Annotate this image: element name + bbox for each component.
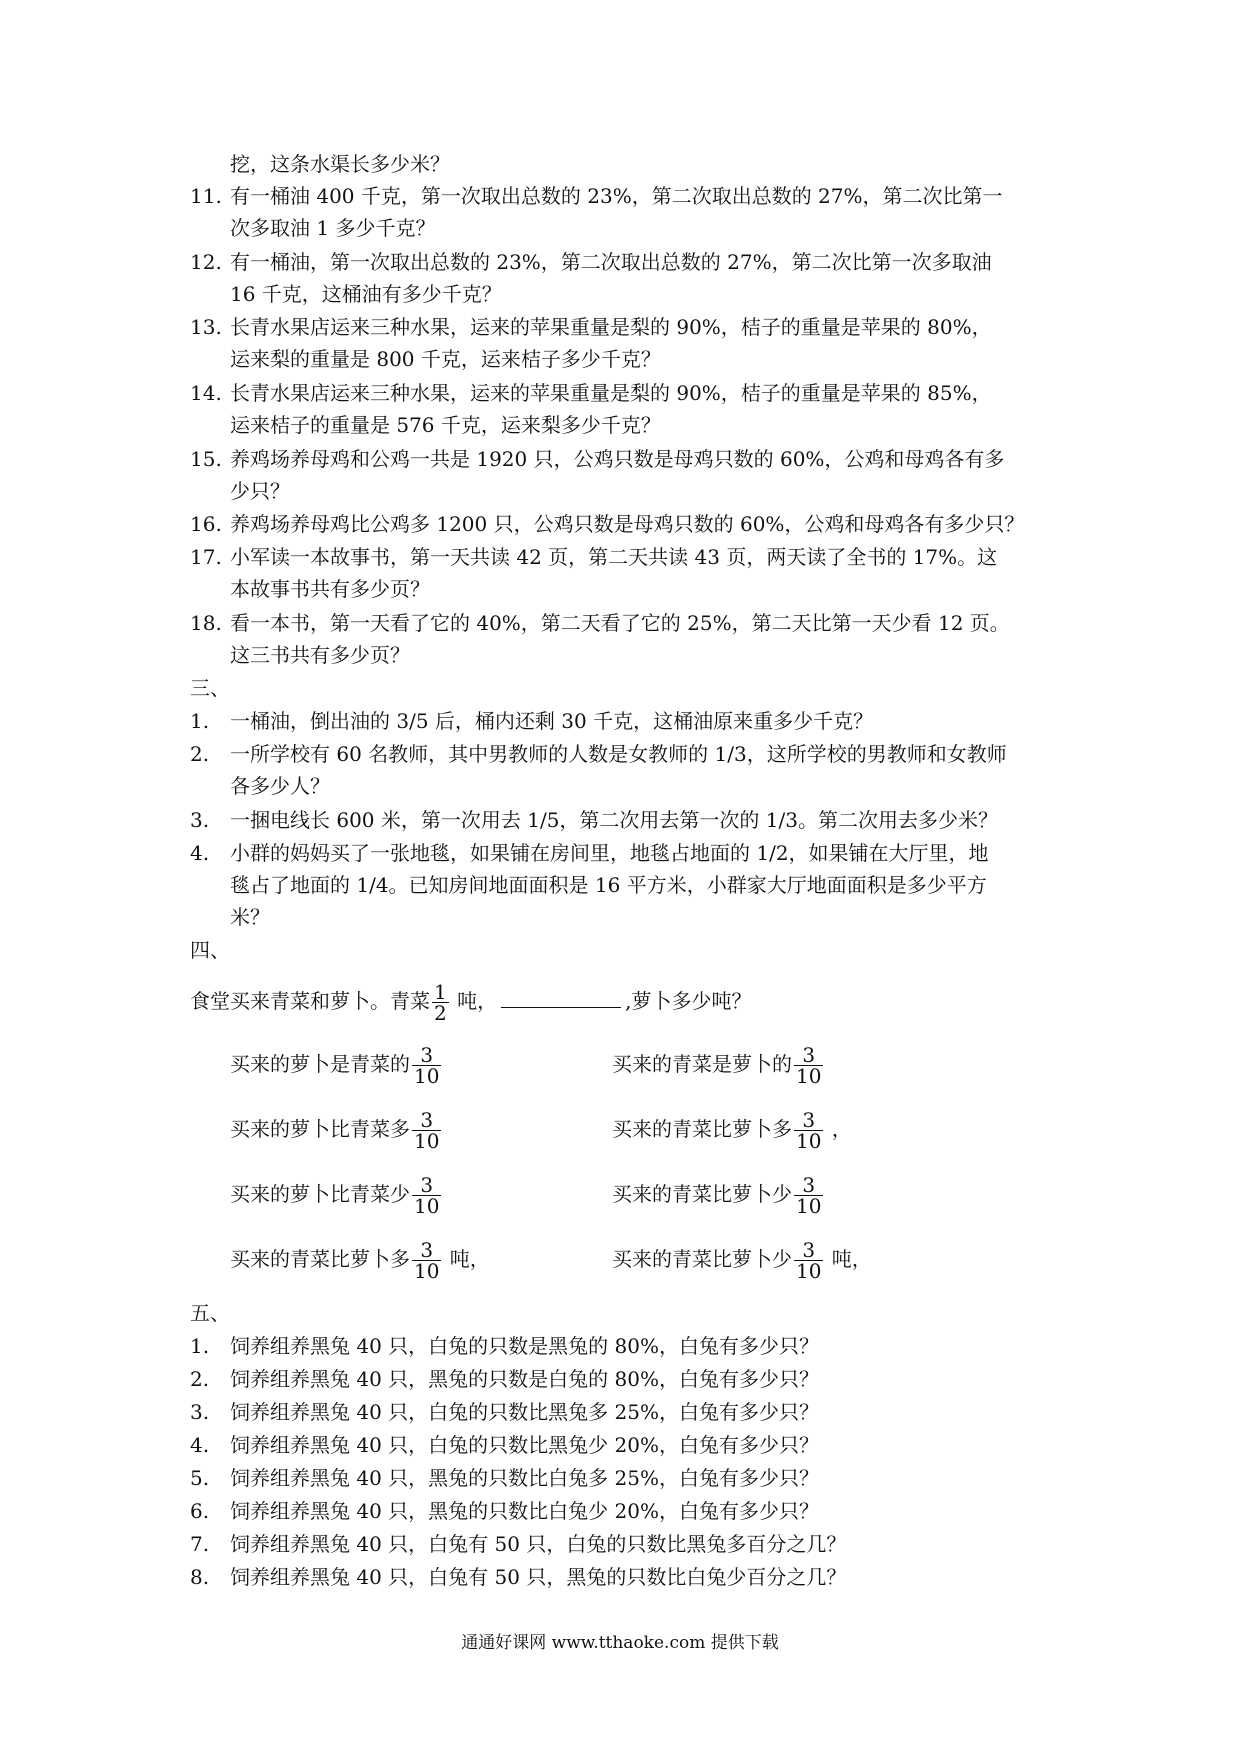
item-number: 17. xyxy=(190,545,222,569)
item-number: 5. xyxy=(190,1466,210,1490)
option-item xyxy=(612,1045,825,1086)
item-number: 18. xyxy=(190,611,222,635)
fraction xyxy=(412,1110,441,1151)
item-text: 饲养组养黑兔 40 只，黑兔的只数比白兔多 25%，白兔有多少只？ xyxy=(230,1466,819,1490)
item-text-line1: 一所学校有 60 名教师，其中男教师的人数是女教师的 1/3，这所学校的男教师和女教师 xyxy=(230,742,1007,766)
item-text-line1: 小群的妈妈买了一张地毯，如果铺在房间里，地毯占地面的 1/2，如果铺在大厅里，地 xyxy=(230,841,989,865)
fraction xyxy=(412,1240,441,1281)
item-text-line2: 运来梨的重量是 800 千克，运来桔子多少千克？ xyxy=(230,347,661,371)
item-text: 饲养组养黑兔 40 只，白兔的只数比黑兔多 25%，白兔有多少只？ xyxy=(230,1400,819,1424)
fraction xyxy=(412,1045,441,1086)
item-text-line2: 次多取油 1 多少千克？ xyxy=(230,216,436,240)
fraction-numerator: 3 xyxy=(412,1240,441,1261)
fraction-denominator: 10 xyxy=(414,1129,440,1153)
fraction xyxy=(432,982,449,1023)
option-text: 买来的萝卜是青菜的 xyxy=(230,1052,410,1076)
item-number: 15. xyxy=(190,447,222,471)
stem-text-b: 吨， xyxy=(450,989,498,1013)
item-text-line2: 16 千克，这桶油有多少千克？ xyxy=(230,282,502,306)
item-text-line1: 一捆电线长 600 米，第一次用去 1/5，第二次用去第一次的 1/3。第二次用去多少米？ xyxy=(230,808,998,832)
option-suffix: 吨， xyxy=(443,1247,490,1271)
item-number: 13. xyxy=(190,315,222,339)
fraction-numerator: 3 xyxy=(794,1045,823,1066)
section-heading-3: 三、 xyxy=(190,676,230,700)
continued-line: 挖，这条水渠长多少米？ xyxy=(230,152,450,176)
fraction-numerator: 3 xyxy=(412,1110,441,1131)
fraction-denominator: 10 xyxy=(796,1259,822,1283)
fraction-denominator: 10 xyxy=(796,1064,822,1088)
section-heading-5: 五、 xyxy=(190,1301,230,1325)
option-text: 买来的青菜比萝卜少 xyxy=(612,1247,792,1271)
item-number: 16. xyxy=(190,512,222,536)
fraction xyxy=(412,1175,441,1216)
item-number: 6. xyxy=(190,1499,210,1523)
item-text-line1: 一桶油，倒出油的 3/5 后，桶内还剩 30 千克，这桶油原来重多少千克？ xyxy=(230,709,874,733)
item-text-line1: 有一桶油 400 千克，第一次取出总数的 23%，第二次取出总数的 27%，第二次比第一 xyxy=(230,184,1003,208)
fraction-denominator: 10 xyxy=(414,1064,440,1088)
fraction-numerator: 3 xyxy=(794,1175,823,1196)
item-number: 14. xyxy=(190,381,222,405)
question-stem xyxy=(190,982,751,1023)
item-text-line2: 运来桔子的重量是 576 千克，运来梨多少千克？ xyxy=(230,413,661,437)
item-number: 2. xyxy=(190,1367,210,1391)
fraction-numerator: 3 xyxy=(794,1240,823,1261)
item-text: 饲养组养黑兔 40 只，白兔的只数比黑兔少 20%，白兔有多少只？ xyxy=(230,1433,819,1457)
item-number: 1. xyxy=(190,709,210,733)
option-text: 买来的萝卜比青菜少 xyxy=(230,1182,410,1206)
item-number: 3. xyxy=(190,808,210,832)
option-text: 买来的青菜比萝卜少 xyxy=(612,1182,792,1206)
item-text-line1: 养鸡场养母鸡和公鸡一共是 1920 只，公鸡只数是母鸡只数的 60%，公鸡和母鸡各有多 xyxy=(230,447,1005,471)
item-text-line1: 长青水果店运来三种水果，运来的苹果重量是梨的 90%，桔子的重量是苹果的 85%， xyxy=(230,381,992,405)
section-heading-4: 四、 xyxy=(190,938,230,962)
fraction xyxy=(794,1045,823,1086)
item-text: 饲养组养黑兔 40 只，白兔的只数是黑兔的 80%，白兔有多少只？ xyxy=(230,1334,819,1358)
item-text: 饲养组养黑兔 40 只，白兔有 50 只，黑兔的只数比白兔少百分之几？ xyxy=(230,1565,847,1589)
item-number: 4. xyxy=(190,841,210,865)
option-text: 买来的青菜是萝卜的 xyxy=(612,1052,792,1076)
fraction-denominator: 10 xyxy=(796,1129,822,1153)
item-number: 11. xyxy=(190,184,222,208)
fraction-numerator: 3 xyxy=(412,1045,441,1066)
option-item xyxy=(612,1175,825,1216)
option-item xyxy=(230,1240,490,1281)
option-text: 买来的青菜比萝卜多 xyxy=(230,1247,410,1271)
fraction-denominator: 2 xyxy=(434,1001,447,1025)
item-number: 7. xyxy=(190,1532,210,1556)
fraction-numerator: 3 xyxy=(412,1175,441,1196)
item-text-line2: 毯占了地面的 1/4。已知房间地面面积是 16 平方米，小群家大厅地面面积是多少平方 xyxy=(230,873,987,897)
item-number: 8. xyxy=(190,1565,210,1589)
option-suffix: 吨， xyxy=(825,1247,872,1271)
item-text-line2: 这三书共有多少页？ xyxy=(230,643,410,667)
item-number: 4. xyxy=(190,1433,210,1457)
fraction-numerator: 1 xyxy=(434,980,447,1004)
item-number: 3. xyxy=(190,1400,210,1424)
item-text-line1: 有一桶油，第一次取出总数的 23%，第二次取出总数的 27%，第二次比第一次多取油 xyxy=(230,250,992,274)
item-number: 2. xyxy=(190,742,210,766)
option-item xyxy=(612,1110,852,1151)
item-number: 1. xyxy=(190,1334,210,1358)
stem-text-c: ,萝卜多少吨？ xyxy=(625,989,752,1013)
answer-blank[interactable] xyxy=(501,985,621,1008)
fraction-denominator: 10 xyxy=(796,1194,822,1218)
option-text: 买来的青菜比萝卜多 xyxy=(612,1117,792,1141)
fraction xyxy=(794,1240,823,1281)
item-text-line1: 小军读一本故事书，第一天共读 42 页，第二天共读 43 页，两天读了全书的 17%。这 xyxy=(230,545,998,569)
option-suffix: ， xyxy=(825,1117,852,1141)
page-footer: 通通好课网 www.tthaoke.com 提供下载 xyxy=(461,1633,779,1653)
option-item xyxy=(230,1175,443,1216)
item-text-line1: 长青水果店运来三种水果，运来的苹果重量是梨的 90%，桔子的重量是苹果的 80%， xyxy=(230,315,992,339)
option-item xyxy=(230,1110,443,1151)
fraction xyxy=(794,1110,823,1151)
item-text-line2: 少只？ xyxy=(230,479,290,503)
fraction-numerator: 3 xyxy=(794,1110,823,1131)
item-text-line2: 各多少人？ xyxy=(230,774,330,798)
option-item xyxy=(230,1045,443,1086)
option-item xyxy=(612,1240,872,1281)
fraction-denominator: 10 xyxy=(414,1194,440,1218)
item-text-line1: 养鸡场养母鸡比公鸡多 1200 只，公鸡只数是母鸡只数的 60%，公鸡和母鸡各有多少只？ xyxy=(230,512,1025,536)
item-text: 饲养组养黑兔 40 只，白兔有 50 只，白兔的只数比黑兔多百分之几？ xyxy=(230,1532,847,1556)
fraction-denominator: 10 xyxy=(414,1259,440,1283)
option-text: 买来的萝卜比青菜多 xyxy=(230,1117,410,1141)
item-text-line1: 看一本书，第一天看了它的 40%，第二天看了它的 25%，第二天比第一天少看 12 页。 xyxy=(230,611,1010,635)
item-text: 饲养组养黑兔 40 只，黑兔的只数是白兔的 80%，白兔有多少只？ xyxy=(230,1367,819,1391)
item-text-line2: 本故事书共有多少页？ xyxy=(230,577,430,601)
fraction xyxy=(794,1175,823,1216)
item-number: 12. xyxy=(190,250,222,274)
item-text-line3: 米？ xyxy=(230,905,270,929)
item-text: 饲养组养黑兔 40 只，黑兔的只数比白兔少 20%，白兔有多少只？ xyxy=(230,1499,819,1523)
stem-text-a: 食堂买来青菜和萝卜。青菜 xyxy=(190,989,430,1013)
